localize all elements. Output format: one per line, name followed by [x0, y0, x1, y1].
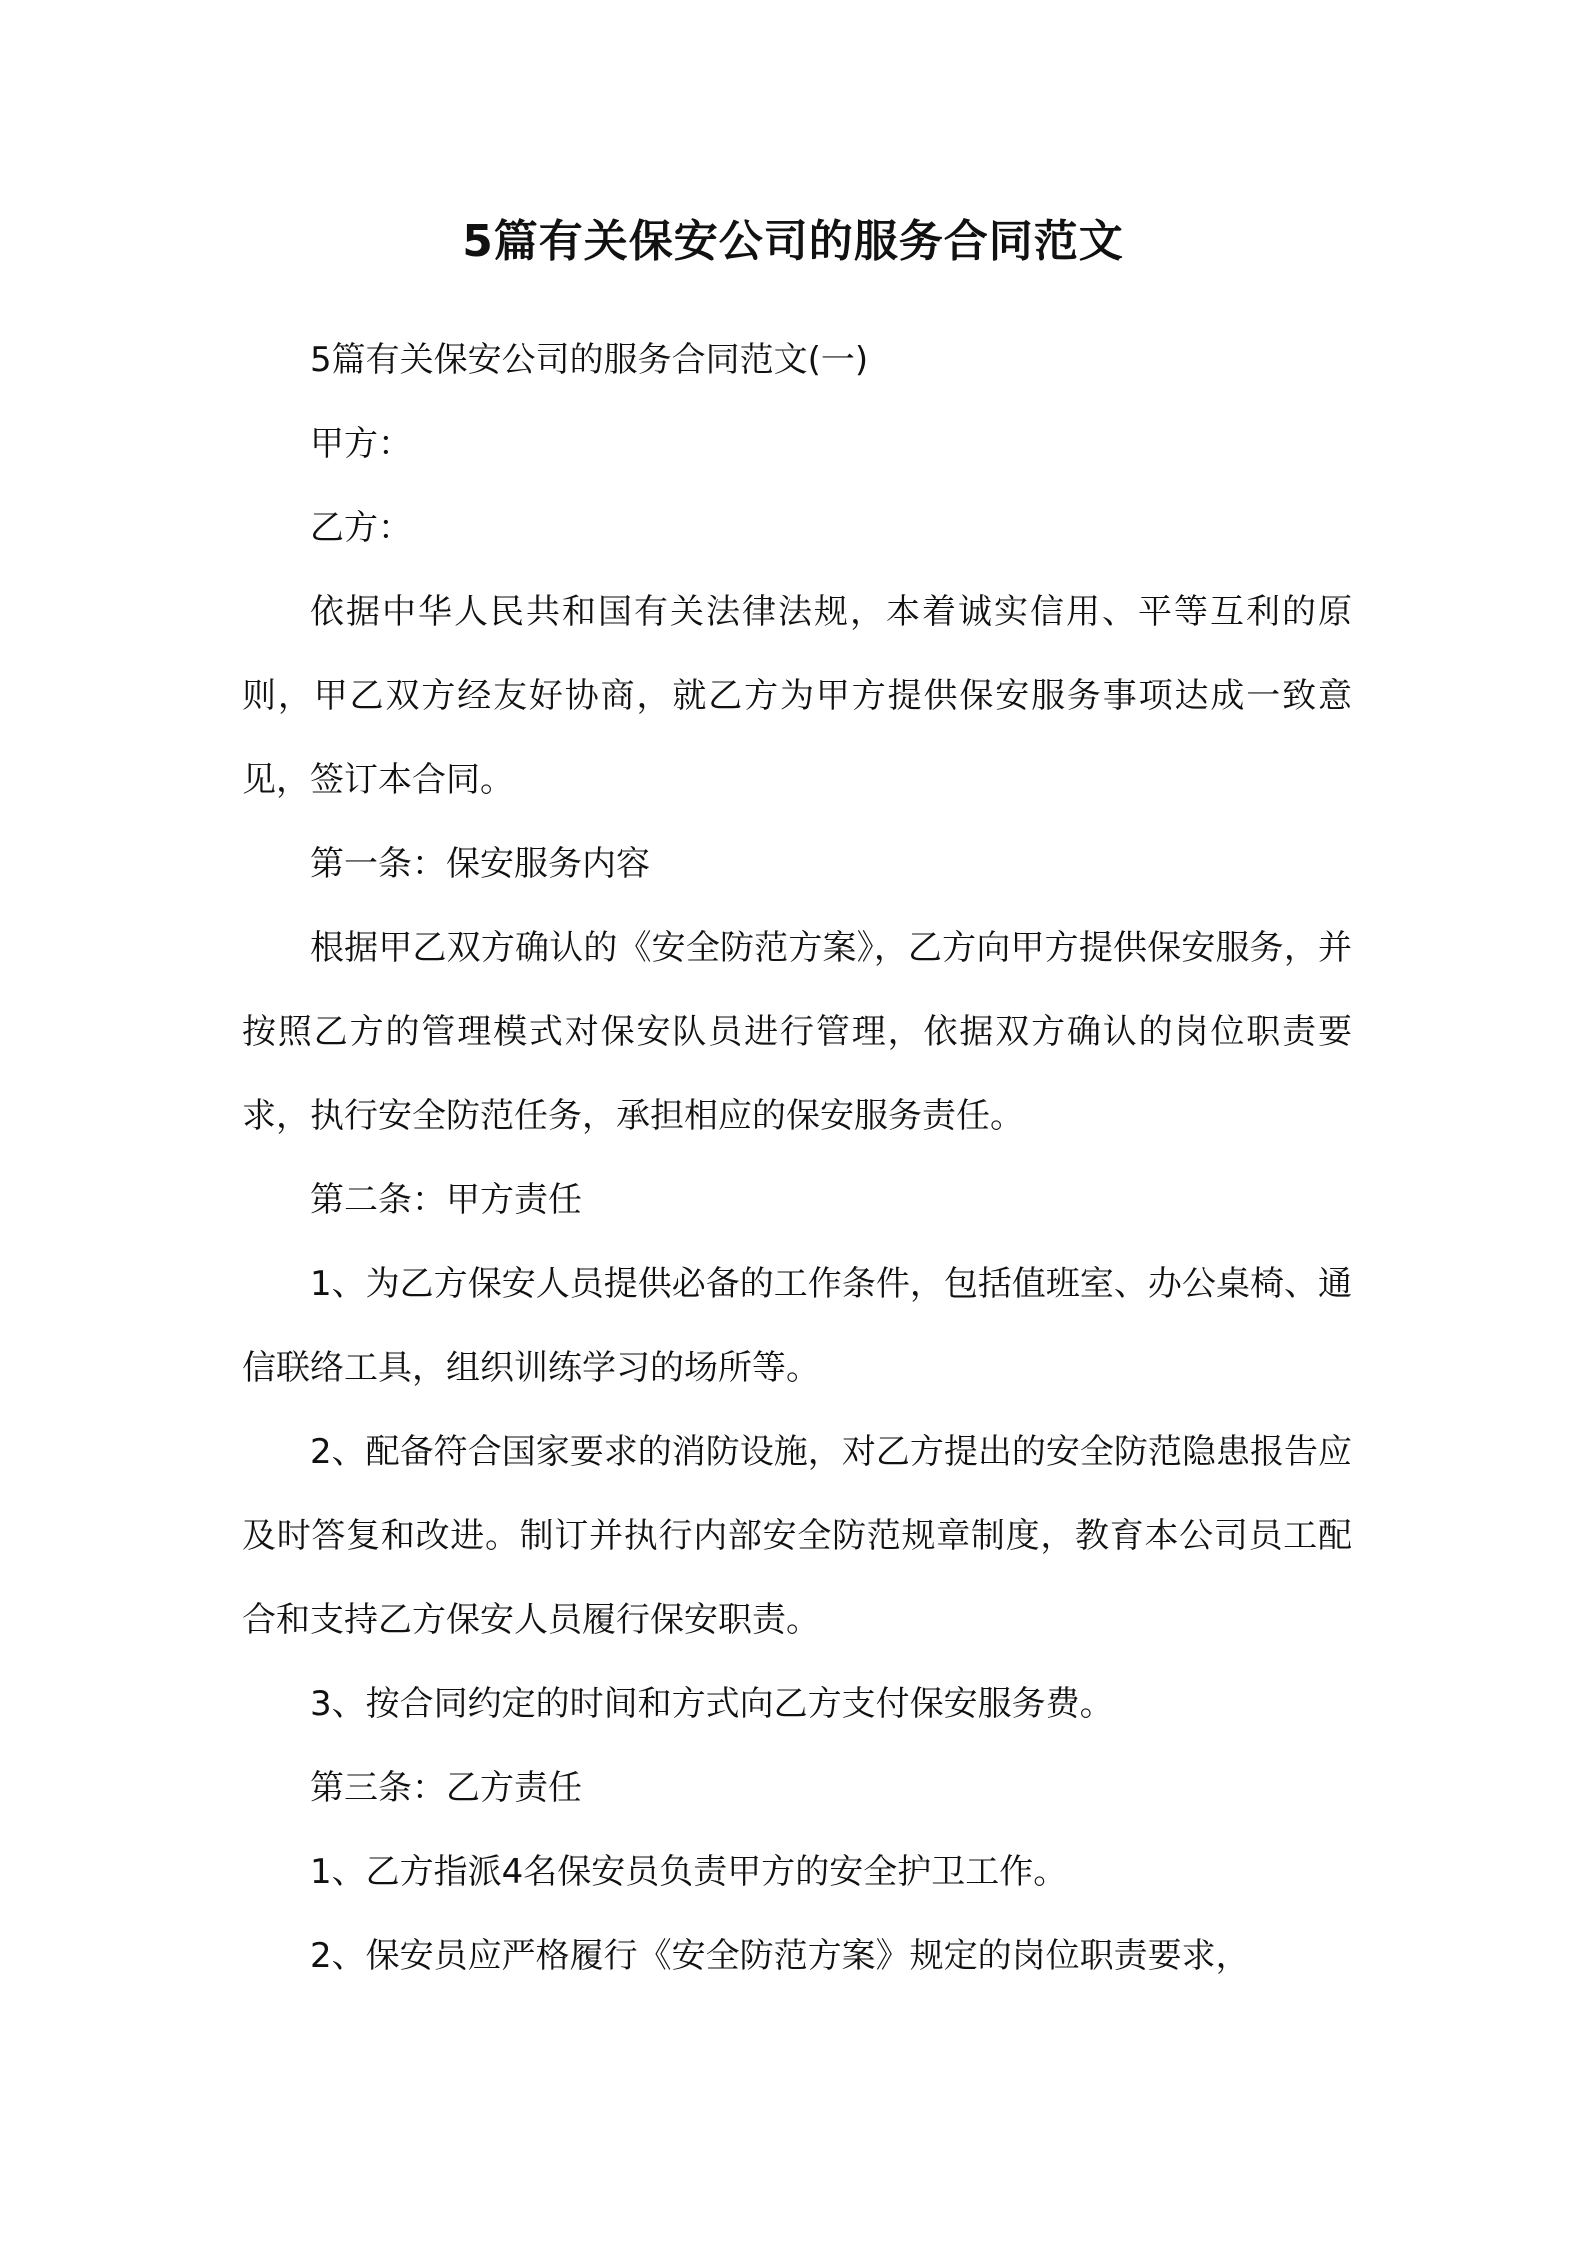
preamble-paragraph: 依据中华人民共和国有关法律法规，本着诚实信用、平等互利的原则，甲乙双方经友好协商，就乙方为甲方提供保安服务事项达成一致意见，签订本合同。 [242, 592, 1352, 800]
article-1-paragraph: 根据甲乙双方确认的《安全防范方案》，乙方向甲方提供保安服务，并按照乙方的管理模式对保安队员进行管理，依据双方确认的岗位职责要求，执行安全防范任务，承担相应的保安服务责任。 [242, 928, 1352, 1136]
document-body [242, 318, 1352, 1998]
party-b-label: 乙方： [310, 508, 412, 548]
document-title: 5篇有关保安公司的服务合同范文 [462, 216, 1124, 267]
article-3-heading: 第三条：乙方责任 [310, 1768, 582, 1808]
article-2-heading: 第二条：甲方责任 [310, 1180, 582, 1220]
section-heading: 5篇有关保安公司的服务合同范文(一) [310, 340, 869, 380]
article-2-item-2: 2、配备符合国家要求的消防设施，对乙方提出的安全防范隐患报告应及时答复和改进。制订并执行内部安全防范规章制度，教育本公司员工配合和支持乙方保安人员履行保安职责。 [242, 1432, 1352, 1640]
article-2-item-1: 1、为乙方保安人员提供必备的工作条件，包括值班室、办公桌椅、通信联络工具，组织训练学习的场所等。 [242, 1264, 1352, 1388]
article-3-item-1: 1、乙方指派4名保安员负责甲方的安全护卫工作。 [310, 1852, 1068, 1892]
article-3-item-2: 2、保安员应严格履行《安全防范方案》规定的岗位职责要求， [310, 1936, 1250, 1976]
article-2-item-3: 3、按合同约定的时间和方式向乙方支付保安服务费。 [310, 1684, 1114, 1724]
party-a-label: 甲方： [310, 424, 412, 464]
article-1-heading: 第一条：保安服务内容 [310, 844, 650, 884]
